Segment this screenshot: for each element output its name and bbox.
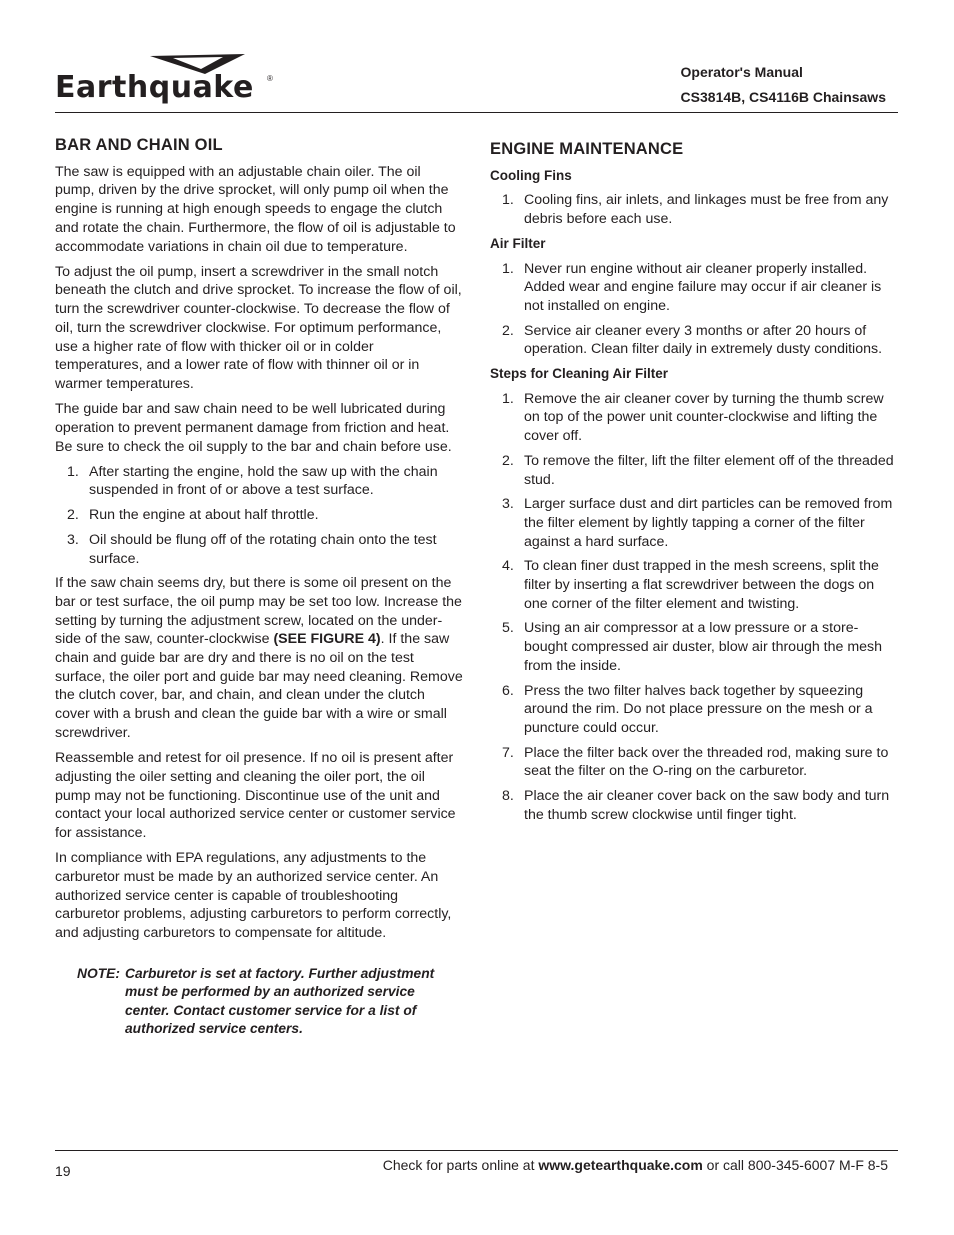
footer-divider: [55, 1150, 898, 1151]
cooling-fins-list: [490, 191, 898, 228]
list-item: 6. Press the two filter halves back together by squeezing around the rim. Do not place pressure on the mesh or a puncture could occur.: [502, 682, 873, 736]
paragraph: Reassemble and retest for oil presence. If no oil is present after adjusting the oiler setting and cleaning the oiler port, the oil pump may not be functioning. Discontinue use of the unit and contact your local authorized service center or customer service for assistance.: [55, 750, 456, 841]
paragraph: If the saw chain seems dry, but there is some oil present on the bar or test surface, the oil pump may be set too low. Increase the setting by turning the adjustment screw, located on the under-side of the saw, counter-clockwise (SEE FIGURE 4). If the saw chain and guide bar are dry and there is no oil on the test surface, the oiler port and guide bar may need cleaning. Remove the clutch cover, bar, and chain, and clean under the clutch cover with a brush and clean the guide bar with a wire or small screwdriver.: [55, 575, 463, 741]
list-item: 1. Remove the air cleaner cover by turning the thumb screw on top of the power unit counter-clockwise and lifting the cover off.: [502, 390, 884, 445]
note-label: NOTE:: [77, 965, 120, 981]
list-item: 4. To clean finer dust trapped in the mesh screens, split the filter by inserting a flat screwdriver between the dogs on one corner of the filter element and twisting.: [502, 558, 879, 612]
list-item: 1. Cooling fins, air inlets, and linkages must be free from any debris before each use.: [502, 192, 889, 228]
paragraph: In compliance with EPA regulations, any adjustments to the carburetor must be made by an authorized service center. An authorized service center is capable of troubleshooting carburetor problems, adjusting carburetors to perform correctly, and adjusting carburetors to compensate for altitude.: [55, 850, 452, 941]
list-item: 1. Never run engine without air cleaner properly installed. Added wear and engine failure may occur if air cleaner is not installed on engine.: [502, 260, 882, 314]
note-text: Carburetor is set at factory. Further adjustment must be performed by an authorized service center. Contact customer service for a list of authorized service centers.: [125, 965, 435, 1037]
carburetor-note: [77, 965, 463, 1039]
list-item: 2. To remove the filter, lift the filter element off of the threaded stud.: [502, 452, 894, 488]
paragraph: To adjust the oil pump, insert a screwdriver in the small notch beneath the clutch and drive sprocket. To increase the flow of oil, turn the screwdriver counter-clockwise. To decrease the flow of oil, turn the screwdriver clockwise. For optimum performance, use a higher rate of flow with thicker oil or in colder temperatures, and a lower rate of flow with thinner oil or in warmer temperatures.: [55, 263, 462, 392]
manual-title: Operator's Manual: [680, 64, 803, 80]
right-column: [490, 140, 898, 831]
footer-contact: Check for parts online at www.getearthquake.com or call 800-345-6007 M-F 8-5: [382, 1157, 888, 1173]
figure-reference: (SEE FIGURE 4): [273, 631, 381, 648]
paragraph: The saw is equipped with an adjustable chain oiler. The oil pump, driven by the drive sprocket, will only pump oil when the engine is running at high enough speeds to engage the clutch and rotate the chain. Furthermore, the flow of oil is adjustable to accommodate variations in chain oil due to temperature.: [55, 163, 456, 255]
header-divider: [55, 112, 898, 113]
list-item: 2. Service air cleaner every 3 months or after 20 hours of operation. Clean filter daily in extremely dusty conditions.: [502, 322, 883, 358]
left-column: [55, 136, 463, 1039]
list-item: 3. Larger surface dust and dirt particles can be removed from the filter element by lightly tapping a corner of the filter against a hard surface.: [502, 496, 893, 550]
air-filter-list: [490, 260, 898, 360]
subheading-cooling-fins: Cooling Fins: [490, 167, 572, 183]
cleaning-steps-list: [490, 390, 898, 825]
section-heading-engine-maintenance: ENGINE MAINTENANCE: [490, 140, 684, 158]
list-item: 7. Place the filter back over the threaded rod, making sure to seat the filter on the O-ring on the carburetor.: [502, 744, 889, 780]
page-number: 19: [55, 1163, 71, 1179]
list-item: 2. Run the engine at about half throttle.: [67, 507, 319, 524]
list-item: 5. Using an air compressor at a low pressure or a store-bought compressed air duster, blow air through the mesh from the inside.: [502, 620, 883, 674]
subheading-air-filter: Air Filter: [490, 235, 546, 251]
model-numbers: CS3814B, CS4116B Chainsaws: [680, 89, 886, 105]
logo-wordmark: Earthquake: [55, 70, 254, 105]
oil-check-steps: [55, 463, 463, 569]
subheading-cleaning-steps: Steps for Cleaning Air Filter: [490, 366, 669, 382]
list-item: 1. After starting the engine, hold the saw up with the chain suspended in front of or above a test surface.: [67, 463, 438, 499]
brand-logo: [55, 52, 280, 114]
website-link[interactable]: www.getearthquake.com: [538, 1157, 703, 1173]
list-item: 3. Oil should be flung off of the rotating chain onto the test surface.: [67, 531, 437, 567]
document-header: [681, 60, 886, 110]
list-item: 8. Place the air cleaner cover back on the saw body and turn the thumb screw clockwise until finger tight.: [502, 788, 890, 823]
registered-mark: ®: [267, 74, 273, 83]
paragraph: The guide bar and saw chain need to be well lubricated during operation to prevent permanent damage from friction and heat. Be sure to check the oil supply to the bar and chain before use.: [55, 401, 452, 455]
section-heading-bar-chain-oil: BAR AND CHAIN OIL: [55, 136, 223, 154]
